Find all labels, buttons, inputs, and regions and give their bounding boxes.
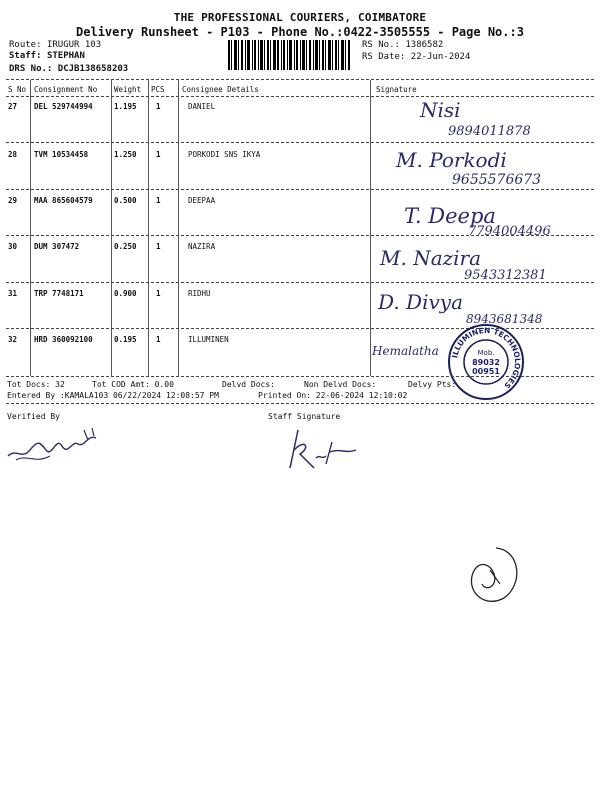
rs-no-value: 1386582 [405, 40, 444, 50]
verified-by-signature [6, 420, 106, 466]
row-sno: 32 [8, 335, 18, 344]
row-weight: 0.900 [114, 289, 137, 298]
signature-name: Nisi [420, 98, 461, 122]
runsheet-subtitle: Delivery Runsheet - P103 - Phone No.:0422-3505555 - Page No.:3 [76, 25, 524, 39]
row-separator [6, 282, 594, 283]
loop-scribble [460, 540, 530, 610]
row-pcs: 1 [156, 102, 161, 111]
rs-date-line [362, 52, 470, 62]
staff-line [9, 51, 85, 61]
stamp-mob-line2: 00951 [472, 367, 500, 376]
col-divider [111, 80, 112, 376]
signature-name: T. Deepa [404, 204, 496, 228]
stamp-ring-text: ILLUMINEN TECHNOLOGIES [450, 325, 523, 391]
rs-no-line [362, 40, 443, 50]
row-separator [6, 235, 594, 236]
row-consignment: DUM 307472 [34, 242, 80, 251]
row-sno: 30 [8, 242, 18, 251]
row-consignee: DEEPAA [188, 196, 216, 205]
tot-cod-amt: Tot COD Amt: 0.00 [92, 380, 174, 389]
signature-name: D. Divya [378, 290, 463, 314]
row-consignee: PORKODI SNS IKYA [188, 150, 261, 159]
signature-phone: 7794004496 [468, 224, 551, 239]
column-header-sno: S No [8, 85, 27, 94]
route-value: IRUGUR 103 [46, 40, 102, 50]
row-consignment: TRP 7748171 [34, 289, 84, 298]
row-separator [6, 142, 594, 143]
row-consignment: DEL 529744994 [34, 102, 93, 111]
row-weight: 0.500 [114, 196, 137, 205]
delvy-pts: Delvy Pts: [408, 380, 457, 389]
staff-value: STEPHAN [46, 51, 85, 61]
stamp-mob-line1: 89032 [472, 358, 500, 367]
row-pcs: 1 [156, 150, 161, 159]
rs-date-label: RS Date: [362, 52, 406, 62]
table-bottom-rule [6, 376, 594, 377]
signature-phone: 9894011878 [448, 124, 531, 139]
row-weight: 0.250 [114, 242, 137, 251]
stamp-mob-label: Mob. [477, 349, 495, 357]
drs-label: DRS No.: [9, 64, 53, 74]
row-consignee: DANIEL [188, 102, 216, 111]
row-pcs: 1 [156, 242, 161, 251]
table-header-rule [6, 96, 594, 97]
table-top-rule [6, 79, 594, 80]
col-divider [370, 80, 371, 376]
company-stamp [446, 322, 526, 402]
non-delvd-docs: Non Delvd Docs: [304, 380, 377, 389]
row-consignment: TVM 10534458 [34, 150, 89, 159]
row-consignment: HRD 360092100 [34, 335, 93, 344]
delvd-docs: Delvd Docs: [222, 380, 275, 389]
row-sno: 29 [8, 196, 18, 205]
row-weight: 1.195 [114, 102, 137, 111]
column-header-signature: Signature [376, 85, 417, 94]
row-sno: 28 [8, 150, 18, 159]
row-pcs: 1 [156, 196, 161, 205]
signature-phone: 9543312381 [464, 268, 547, 283]
row-sno: 31 [8, 289, 18, 298]
row-consignee: NAZIRA [188, 242, 216, 251]
col-divider [30, 80, 31, 376]
signature-phone: 8943681348 [466, 312, 543, 326]
tot-docs: Tot Docs: 32 [7, 380, 65, 389]
signature-name: M. Porkodi [396, 148, 507, 172]
row-sno: 27 [8, 102, 18, 111]
row-separator [6, 189, 594, 190]
row-consignment: MAA 865604579 [34, 196, 93, 205]
staff-label: Staff: [9, 51, 42, 61]
row-consignee: ILLUMINEN [188, 335, 229, 344]
verified-by-label: Verified By [7, 412, 60, 421]
column-header-consignee: Consignee Details [182, 85, 259, 94]
staff-signature-label: Staff Signature [268, 412, 341, 421]
column-header-weight: Weight [114, 85, 142, 94]
rs-no-label: RS No.: [362, 40, 400, 50]
signature-name: Hemalatha [372, 344, 439, 358]
staff-signature [280, 424, 360, 474]
column-header-consignment: Consignment No [34, 85, 98, 94]
drs-value: DCJB138658203 [57, 64, 129, 74]
footer-rule [6, 403, 594, 404]
row-weight: 0.195 [114, 335, 137, 344]
printed-on: Printed On: 22-06-2024 12:10:02 [258, 391, 408, 400]
route-label: Route: [9, 40, 42, 50]
barcode-image [228, 40, 350, 70]
column-header-pcs: PCS [151, 85, 165, 94]
col-divider [148, 80, 149, 376]
company-title: THE PROFESSIONAL COURIERS, COIMBATORE [173, 11, 427, 24]
signature-phone: 9655576673 [452, 172, 542, 188]
row-consignee: RIDHU [188, 289, 211, 298]
signature-name: M. Nazira [380, 246, 482, 270]
row-weight: 1.250 [114, 150, 137, 159]
col-divider [178, 80, 179, 376]
row-pcs: 1 [156, 335, 161, 344]
drs-line [9, 64, 128, 74]
rs-date-value: 22-Jun-2024 [410, 52, 471, 62]
row-pcs: 1 [156, 289, 161, 298]
route-line [9, 40, 101, 50]
entered-by: Entered By :KAMALA103 06/22/2024 12:08:57 PM [7, 391, 219, 400]
